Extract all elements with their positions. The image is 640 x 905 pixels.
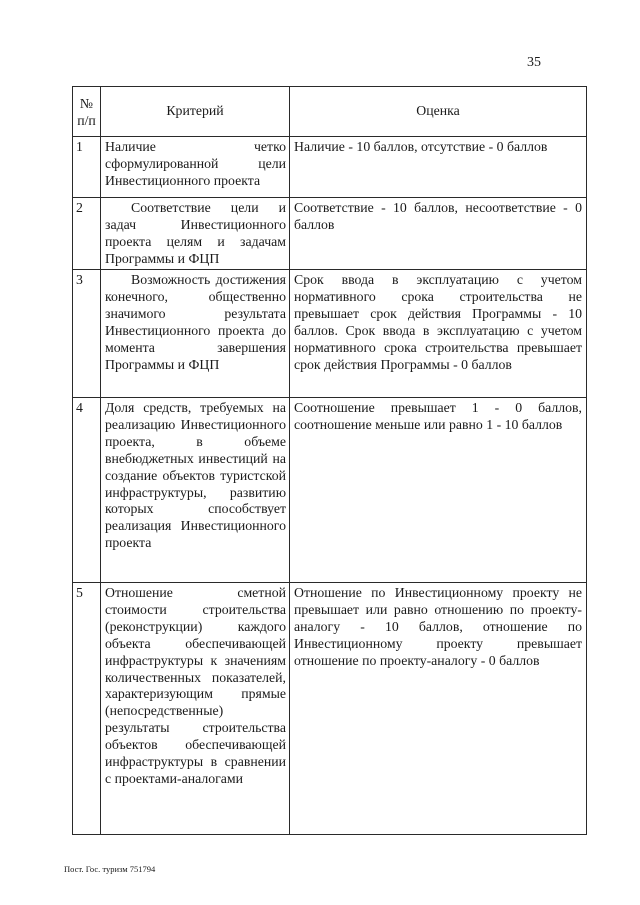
evaluation-cell: Наличие - 10 баллов, отсутствие - 0 баллов [290,137,587,198]
header-number-pp: п/п [77,113,96,128]
header-evaluation: Оценка [290,87,587,137]
footer-note: Пост. Гос. туризм 751794 [64,864,156,874]
page-number: 35 [527,55,541,70]
criterion-cell: Отношение сметной стоимости строительства (реконструкции) каждого объекта обеспечивающей инфраструктуры к значениям количественных показателей, характеризующим прямые (непосредственные) результаты строительства объектов обеспечивающей инфраструктуры в сравнении с проектами-аналогами [101,583,290,835]
table-row [73,583,587,835]
criteria-table [72,86,587,835]
header-number-sign: № [79,96,94,111]
criterion-cell: Возможность достижения конечного, общественно значимого результата Инвестиционного проекта до момента завершения Программы и ФЦП [101,270,290,398]
header-criterion: Критерий [101,87,290,137]
table-row [73,198,587,270]
row-number: 1 [73,137,101,198]
header-number [73,87,101,137]
evaluation-cell: Отношение по Инвестиционному проекту не превышает или равно отношению по проекту-аналогу - 10 баллов, отношение по Инвестиционному проекту превышает отношение по проекту-аналогу - 0 баллов [290,583,587,835]
table-row [73,270,587,398]
table-header-row [73,87,587,137]
evaluation-cell: Срок ввода в эксплуатацию с учетом нормативного срока строительства не превышает срок действия Программы - 10 баллов. Срок ввода в эксплуатацию с учетом нормативного срока строительства превышает срок действия Программы - 0 баллов [290,270,587,398]
table-row [73,398,587,583]
row-number: 3 [73,270,101,398]
row-number: 5 [73,583,101,835]
row-number: 2 [73,198,101,270]
evaluation-cell: Соотношение превышает 1 - 0 баллов, соотношение меньше или равно 1 - 10 баллов [290,398,587,583]
row-number: 4 [73,398,101,583]
table-row [73,137,587,198]
criterion-cell: Соответствие цели и задач Инвестиционного проекта целям и задачам Программы и ФЦП [101,198,290,270]
criterion-cell: Доля средств, требуемых на реализацию Инвестиционного проекта, в объеме внебюджетных инвестиций на создание объектов туристской инфраструктуры, развитию которых способствует реализация Инвестиционного проекта [101,398,290,583]
evaluation-cell: Соответствие - 10 баллов, несоответствие - 0 баллов [290,198,587,270]
criterion-cell: Наличие четко сформулированной цели Инвестиционного проекта [101,137,290,198]
